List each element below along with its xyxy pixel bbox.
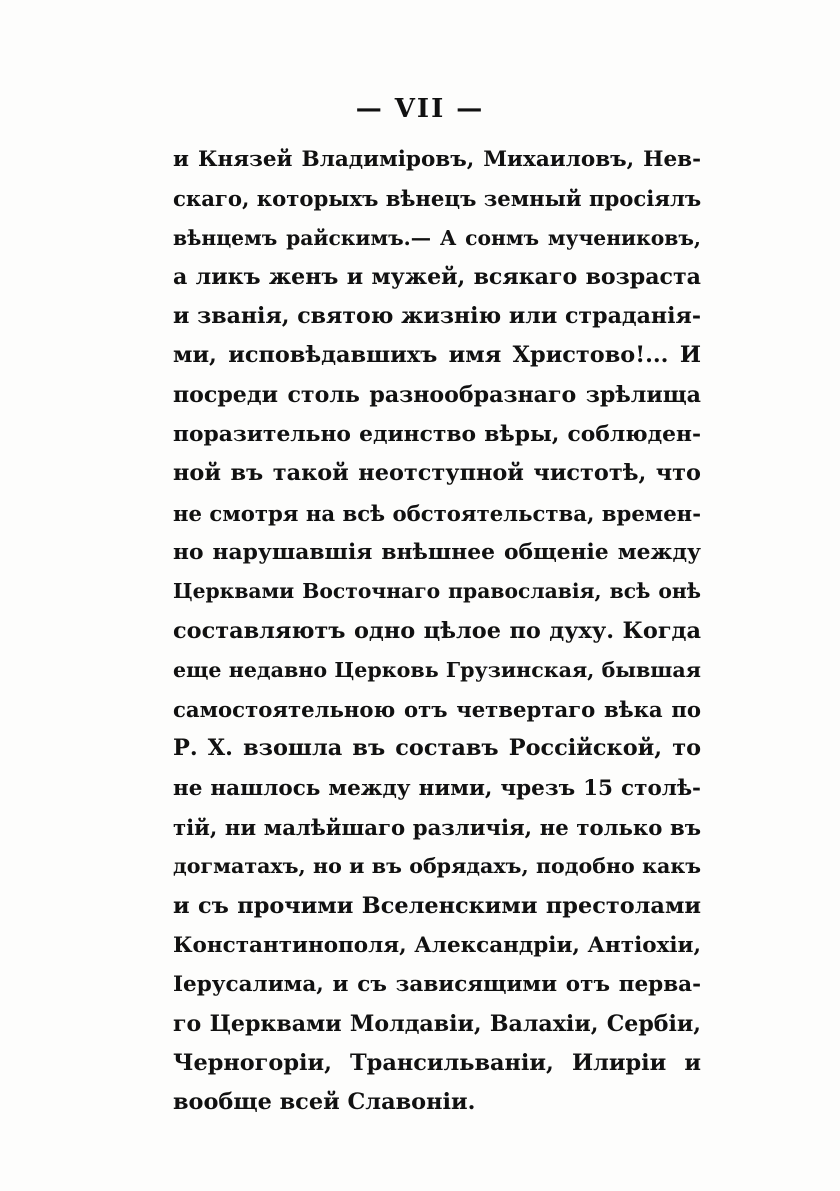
text-line: еще недавно Церковь Грузинская, бывшая [173,657,701,682]
text-line: го Церквами Молдавіи, Валахіи, Сербіи, [173,1010,701,1037]
body-text [173,140,701,1122]
text-line: не смотря на всѣ обстоятельства, времен- [173,500,701,526]
text-line: и Князей Владиміровъ, Михаиловъ, Нев- [173,147,701,172]
text-line: не нашлось между ними, чрезъ 15 столѣ- [173,775,701,801]
text-line: а ликъ женъ и мужей, всякаго возраста [173,263,701,290]
text-line: Константинополя, Александріи, Антіохіи, [173,932,701,958]
text-line: и съ прочими Вселенскими престолами [173,892,701,919]
text-line: Р. Х. взошла въ составъ Россійской, то [173,735,701,762]
text-line: Черногоріи, Трансильваніи, Илиріи и [173,1049,701,1076]
text-line: самостоятельною отъ четвертаго вѣка по [173,697,701,723]
text-line: но нарушавшія внѣшнее общеніе между [173,539,701,565]
text-line: Церквами Восточнаго православія, всѣ онѣ [173,579,701,604]
text-line: поразительно единство вѣры, соблюден- [173,422,701,448]
text-line: ми, исповѣдавшихъ имя Христово!... И [173,342,701,369]
text-line: и званія, святою жизнію или страданія- [173,303,701,330]
text-line: ной въ такой неотступной чистотѣ, что [173,460,701,487]
text-line: скаго, которыхъ вѣнецъ земный просіялъ [173,186,701,212]
text-line: посреди столь разнообразнаго зрѣлища [173,381,701,408]
text-line-final: вообще всей Славоніи. [173,1089,476,1116]
text-line: догматахъ, но и въ обрядахъ, подобно какъ [173,854,701,879]
page-number: — VII — [355,94,485,124]
text-line: Іерусалима, и съ зависящими отъ перва- [173,972,701,998]
text-line: тій, ни малѣйшаго различія, не только въ [173,815,701,841]
text-line: составляютъ одно цѣлое по духу. Когда [173,617,701,644]
text-line: вѣнцемъ райскимъ.— А сонмъ мучениковъ, [173,225,701,250]
